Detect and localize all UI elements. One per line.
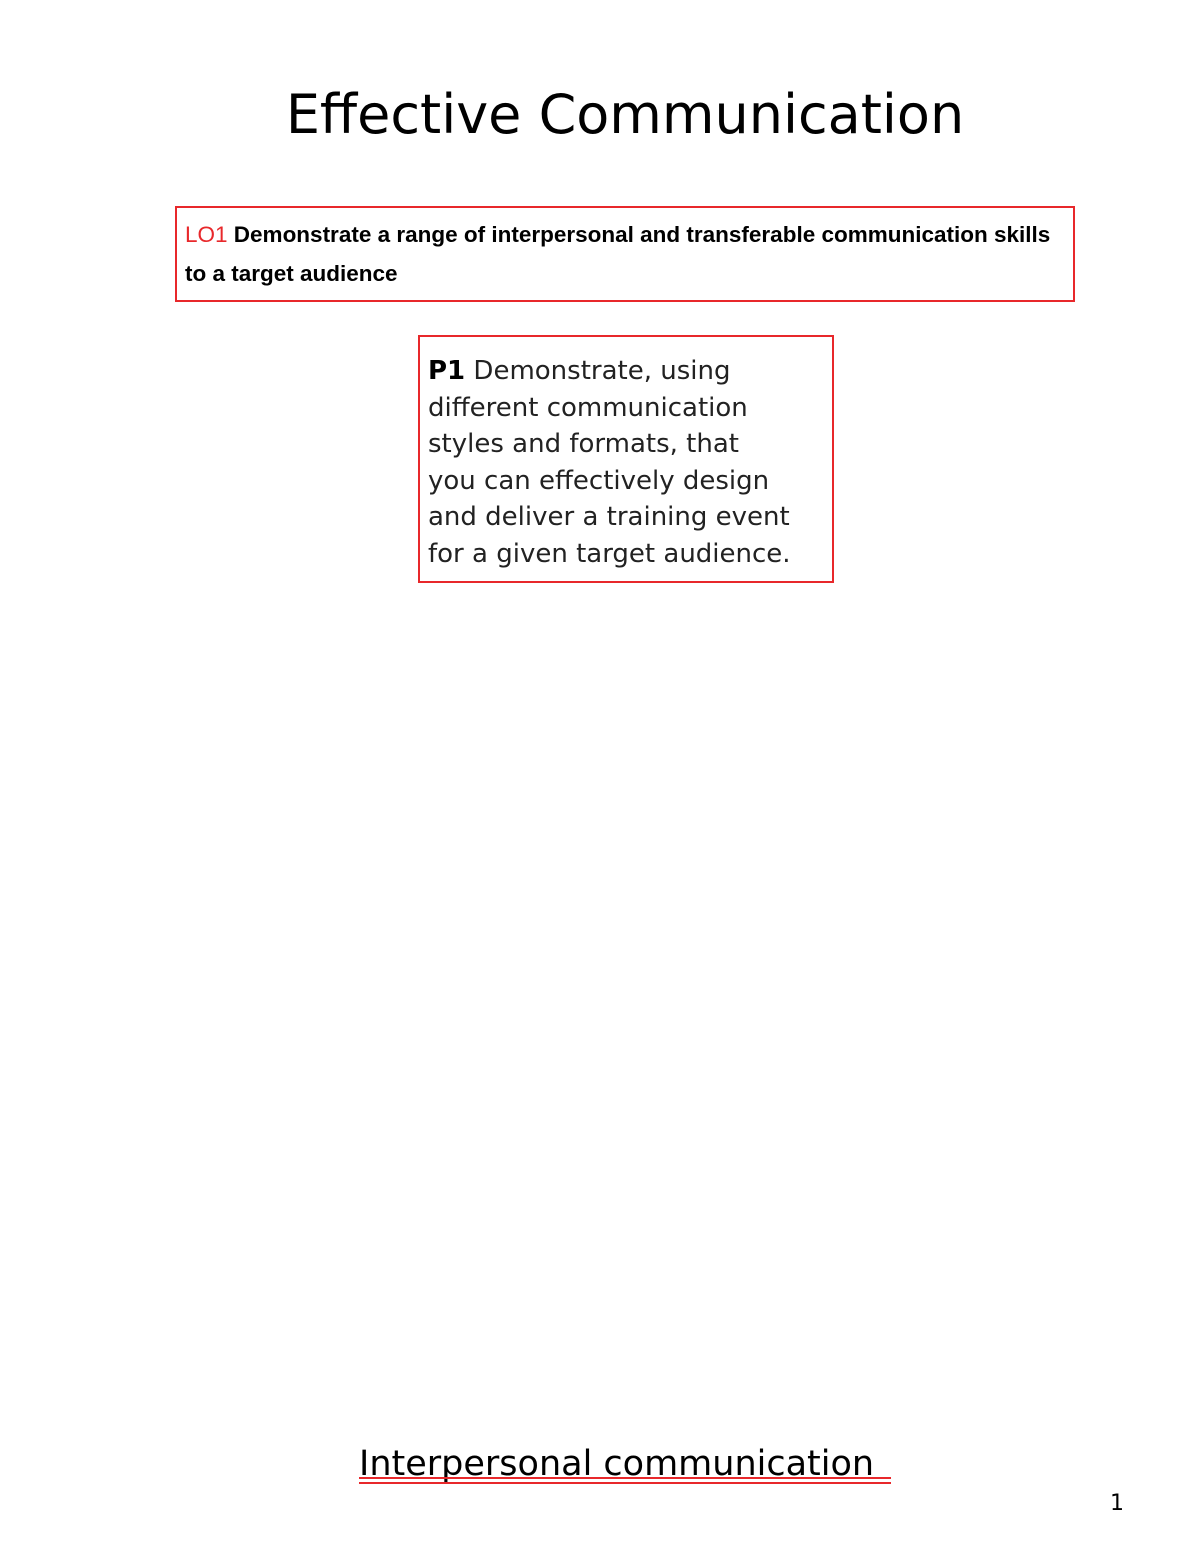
spellcheck-underline [359,1477,891,1479]
learning-outcome-box [175,206,1075,302]
criterion-line: for a given target audience. [428,538,791,569]
learning-outcome-text: Demonstrate a range of interpersonal and transferable communication skills to a target audience [185,222,1051,286]
learning-outcome-code: LO1 [185,222,228,247]
document-title: Effective Communication [285,83,965,146]
criterion-line: and deliver a training event [428,502,790,532]
criterion-line: styles and formats, that [428,429,739,459]
page-number: 1 [1110,1491,1124,1516]
criterion-code: P1 [428,356,466,386]
criterion-line: different communication [428,392,748,423]
spellcheck-underline [359,1482,891,1484]
criterion-line-text: Demonstrate, using [473,356,731,386]
criterion-line: you can effectively design [428,465,770,496]
section-heading: Interpersonal communication [359,1444,886,1484]
criterion-line [428,353,828,390]
criterion-box [418,335,834,583]
